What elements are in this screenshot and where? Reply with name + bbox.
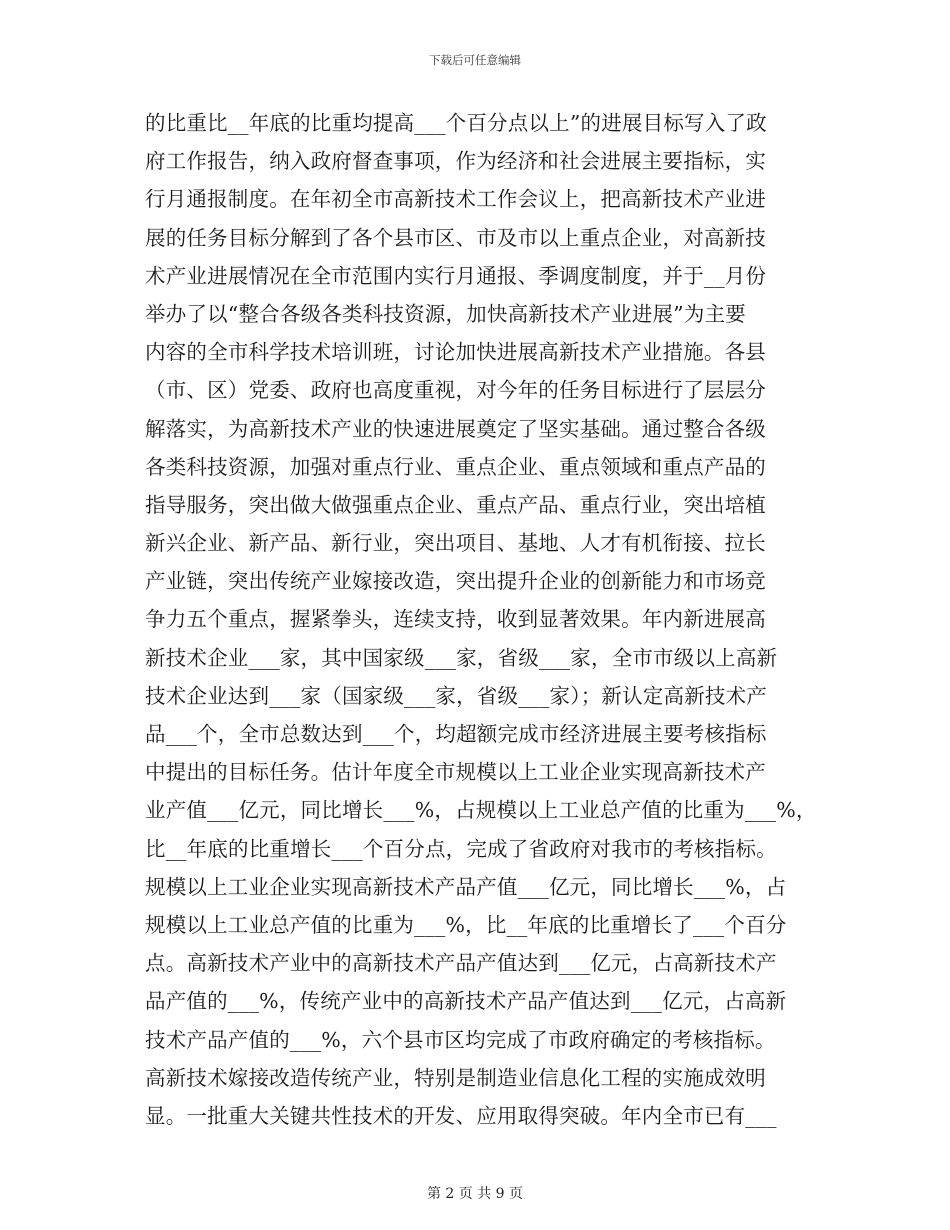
text-line: 产业链，突出传统产业嫁接改造，突出提升企业的创新能力和市场竞 <box>145 569 766 594</box>
text-line: 指导服务，突出做大做强重点企业、重点产品、重点行业，突出培植 <box>145 492 766 517</box>
text-line: 点。高新技术产业中的高新技术产品产值达到___亿元，占高新技术产 <box>145 951 777 976</box>
text-line: 中提出的目标任务。估计年度全市规模以上工业企业实现高新技术产 <box>145 760 766 785</box>
text-line: 技术企业达到___家（国家级___家，省级___家）；新认定高新技术产 <box>145 683 767 708</box>
text-line: 内容的全市科学技术培训班，讨论加快进展高新技术产业措施。各县 <box>145 340 766 365</box>
text-line: 展的任务目标分解到了各个县市区、市及市以上重点企业，对高新技 <box>145 225 766 250</box>
text-line: 品产值的___%，传统产业中的高新技术产品产值达到___亿元，占高新 <box>145 989 787 1014</box>
text-line: 高新技术嫁接改造传统产业，特别是制造业信息化工程的实施成效明 <box>145 1065 766 1090</box>
text-line: 术产业进展情况在全市范围内实行月通报、季调度制度，并于__月份 <box>145 263 767 288</box>
text-line: 比__年底的比重增长___个百分点，完成了省政府对我市的考核指标。 <box>145 836 777 861</box>
text-line: 品___个，全市总数达到___个，均超额完成市经济进展主要考核指标 <box>145 722 767 746</box>
text-line: 技术产品产值的___%，六个县市区均完成了市政府确定的考核指标。 <box>145 1027 776 1052</box>
text-line: （市、区）党委、政府也高度重视，对今年的任务目标进行了层层分 <box>145 378 766 403</box>
text-line: 新技术企业___家，其中国家级___家，省级___家，全市市级以上高新 <box>145 645 778 670</box>
body-paragraph <box>145 104 817 1135</box>
text-line: 显。一批重大关键共性技术的开发、应用取得突破。年内全市已有___ <box>145 1103 777 1128</box>
text-line: 新兴企业、新产品、新行业，突出项目、基地、人才有机衔接、拉长 <box>145 531 766 556</box>
text-line: 的比重比__年底的比重均提高___个百分点以上”的进展目标写入了政 <box>145 111 767 135</box>
page-number-footer: 第 2 页 共 9 页 <box>426 1186 524 1202</box>
text-line: 解落实，为高新技术产业的快速进展奠定了坚实基础。通过整合各级 <box>145 416 766 441</box>
text-line: 争力五个重点，握紧拳头，连续支持，收到显著效果。年内新进展高 <box>145 607 766 632</box>
page-header: 下载后可任意编辑 <box>429 53 521 67</box>
text-line: 业产值___亿元，同比增长___%，占规模以上工业总产值的比重为___%， <box>145 798 817 823</box>
text-line: 府工作报告，纳入政府督查事项，作为经济和社会进展主要指标，实 <box>145 149 766 174</box>
text-line: 各类科技资源，加强对重点行业、重点企业、重点领域和重点产品的 <box>145 454 766 479</box>
text-line: 规模以上工业总产值的比重为___%，比__年底的比重增长了___个百分 <box>145 912 787 937</box>
text-line: 规模以上工业企业实现高新技术产品产值___亿元，同比增长___%，占 <box>145 874 787 899</box>
text-line: 行月通报制度。在年初全市高新技术工作会议上，把高新技术产业进 <box>145 187 766 212</box>
text-line: 举办了以“整合各级各类科技资源，加快高新技术产业进展”为主要 <box>145 301 746 326</box>
